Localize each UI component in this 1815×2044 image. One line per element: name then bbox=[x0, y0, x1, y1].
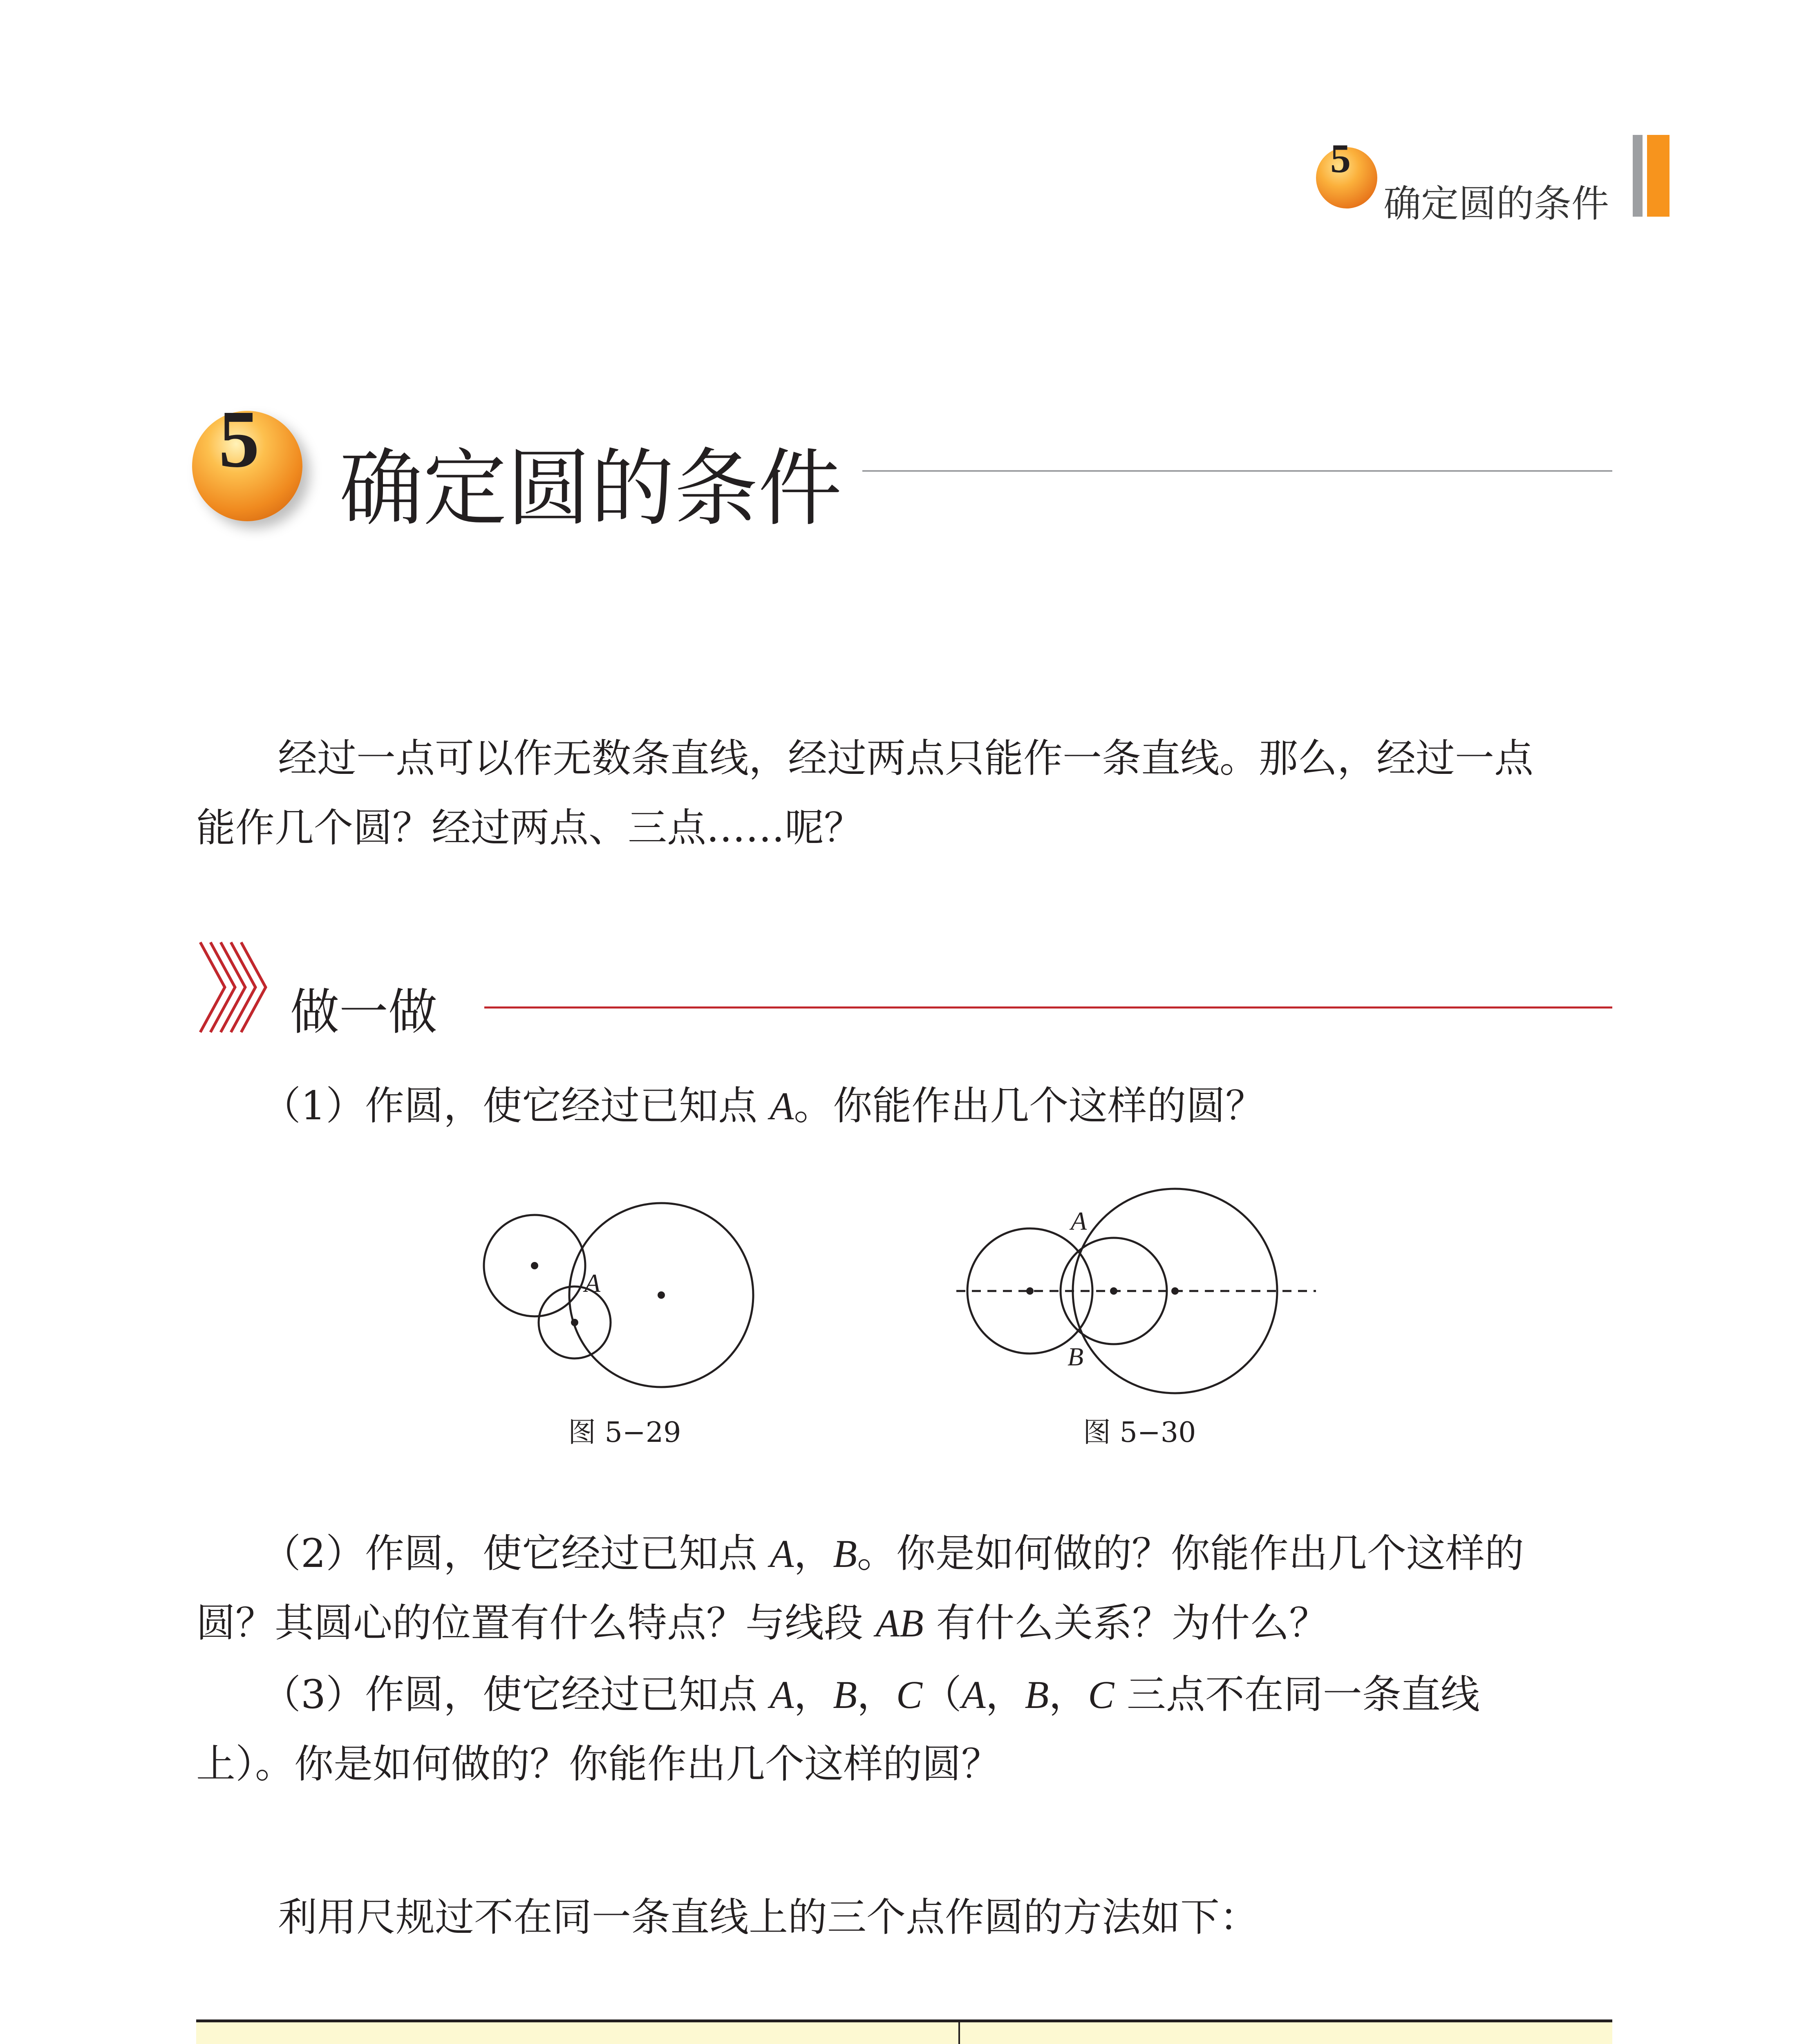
fig30-label-b: B bbox=[1068, 1342, 1084, 1371]
question-1: （1）作圆，使它经过已知点 A。你能作出几个这样的圆？ bbox=[262, 1083, 1265, 1129]
question-2-line-1: （2）作圆，使它经过已知点 A，B。你是如何做的？你能作出几个这样的 bbox=[262, 1531, 1524, 1576]
intro-line-1: 经过一点可以作无数条直线，经过两点只能作一条直线。那么，经过一点 bbox=[278, 735, 1533, 781]
table-column-divider bbox=[958, 2022, 960, 2044]
section-title: 确定圆的条件 bbox=[339, 440, 842, 538]
table-header-figure bbox=[1222, 2042, 1335, 2044]
method-table bbox=[196, 2022, 1612, 2044]
header-bar-orange bbox=[1647, 135, 1670, 217]
section-title-rule bbox=[862, 470, 1612, 472]
fig29-label-a: A bbox=[584, 1269, 601, 1298]
figure-5-29 bbox=[470, 1186, 764, 1390]
question-3-line-2: 上）。你是如何做的？你能作出几个这样的圆？ bbox=[196, 1741, 1000, 1787]
table-header-method bbox=[517, 2042, 630, 2044]
activity-arrows-icon bbox=[196, 936, 282, 1038]
figure-5-30 bbox=[948, 1177, 1324, 1406]
question-2-line-2: 圆？其圆心的位置有什么特点？与线段 AB 有什么关系？为什么？ bbox=[196, 1600, 1329, 1646]
question-3-line-1: （3）作圆，使它经过已知点 A，B，C（A，B，C 三点不在同一条直线 bbox=[262, 1672, 1480, 1717]
section-number: 5 bbox=[219, 394, 260, 484]
table-top-rule bbox=[196, 2019, 1612, 2022]
activity-rule bbox=[484, 1006, 1612, 1009]
intro-line-2: 能作几个圆？经过两点、三点……呢？ bbox=[196, 805, 863, 851]
header-chapter-number: 5 bbox=[1330, 136, 1351, 181]
header-title: 确定圆的条件 bbox=[1383, 182, 1609, 226]
activity-title: 做一做 bbox=[290, 984, 437, 1041]
figure-5-29-caption: 图 5−29 bbox=[568, 1416, 681, 1449]
fig30-label-a: A bbox=[1071, 1206, 1087, 1235]
header-bar-gray bbox=[1633, 135, 1643, 217]
figure-5-30-caption: 图 5−30 bbox=[1083, 1416, 1196, 1449]
method-intro: 利用尺规过不在同一条直线上的三个点作圆的方法如下： bbox=[278, 1894, 1259, 1940]
